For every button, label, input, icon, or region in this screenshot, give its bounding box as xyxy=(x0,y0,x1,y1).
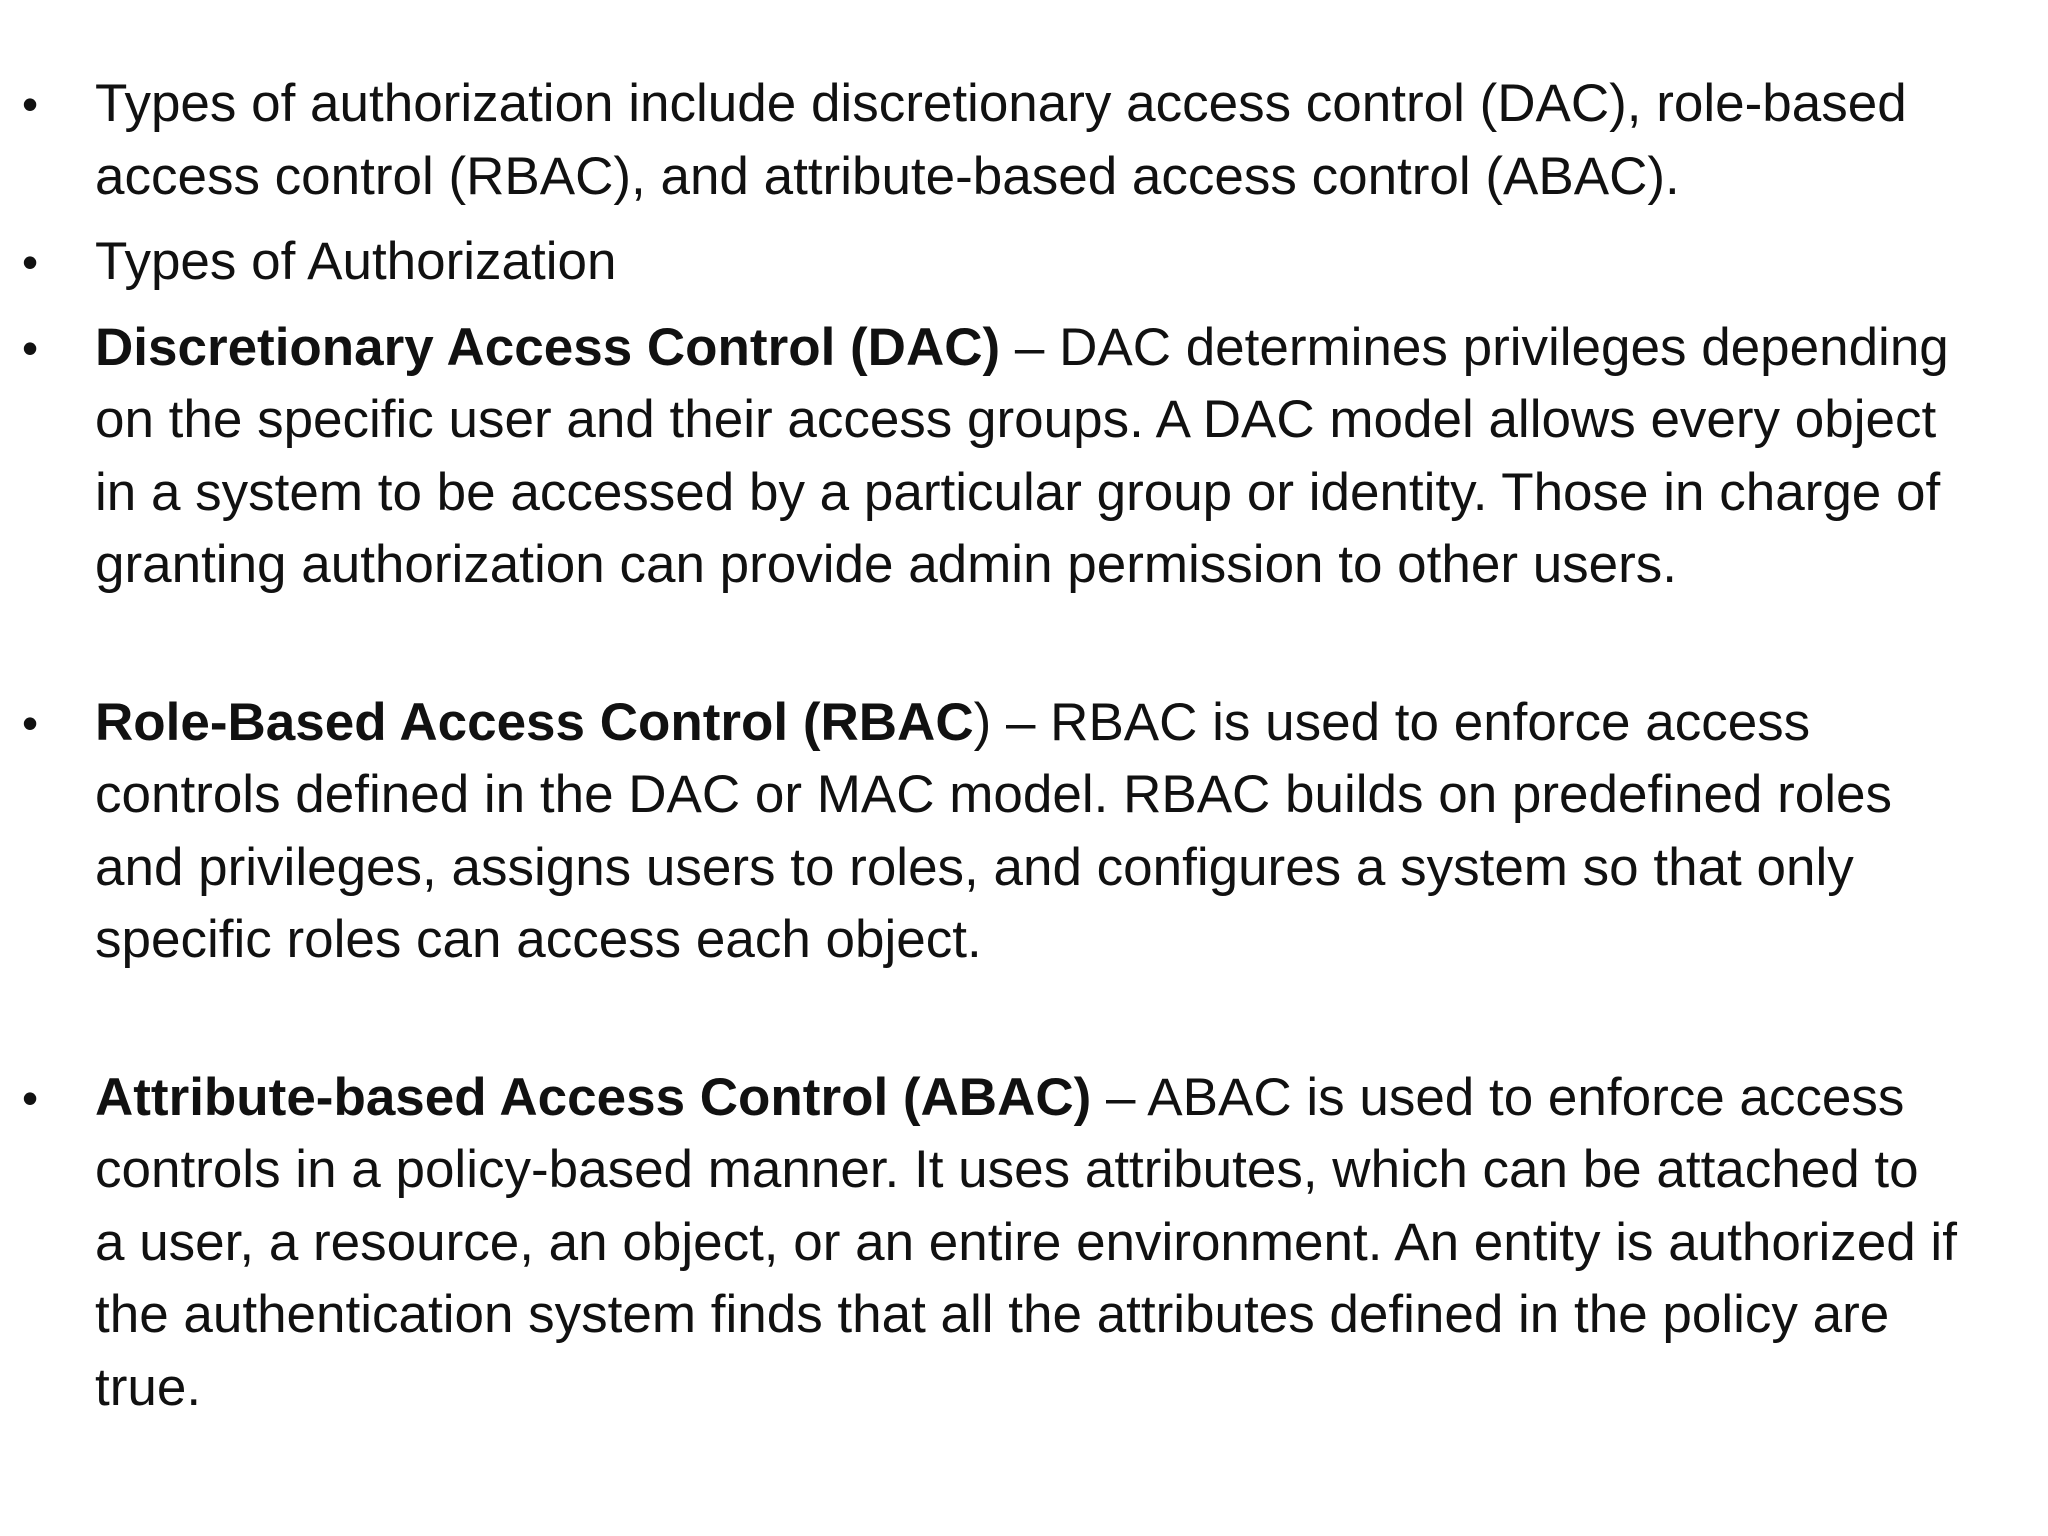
bullet-item-dac xyxy=(0,312,2000,602)
bullet-item-abac xyxy=(0,1062,2000,1425)
bullet-lead-term: Role-Based Access Control (RBAC xyxy=(95,692,974,752)
bullet-text: – ABAC is used to enforce access controls in a policy-based manner. It uses attributes, which can be attached to a user, a resource, an object, or an entire environment. An entity is authorized if the authentication system finds that all the attributes defined in the policy are true. xyxy=(95,1067,1957,1417)
bullet-marker: • xyxy=(22,78,39,130)
bullet-list xyxy=(0,68,2000,1424)
bullet-item-authorization-types-intro xyxy=(0,68,2000,213)
bullet-lead-term: Discretionary Access Control (DAC) xyxy=(95,317,1001,377)
bullet-text: ) – RBAC is used to enforce access controls defined in the DAC or MAC model. RBAC builds on predefined roles and privileges, assigns users to roles, and configures a system so that only specific roles can access each object. xyxy=(95,692,1893,969)
bullet-item-rbac xyxy=(0,687,2000,977)
bullet-text: Types of authorization include discretionary access control (DAC), role-based access control (RBAC), and attribute-based access control (ABAC). xyxy=(95,74,1907,206)
bullet-marker: • xyxy=(22,696,39,749)
bullet-text: Types of Authorization xyxy=(95,232,617,291)
bullet-text: – DAC determines privileges depending on the specific user and their access groups. A DAC model allows every object in a system to be accessed by a particular group or identity. Those in charge of granting authorization can provide admin permission to other users. xyxy=(95,317,1949,594)
bullet-marker: • xyxy=(22,321,39,374)
bullet-marker: • xyxy=(22,236,39,288)
bullet-lead-term: Attribute-based Access Control (ABAC) xyxy=(95,1067,1092,1127)
bullet-marker: • xyxy=(22,1071,39,1124)
bullet-item-types-heading xyxy=(0,226,2000,299)
